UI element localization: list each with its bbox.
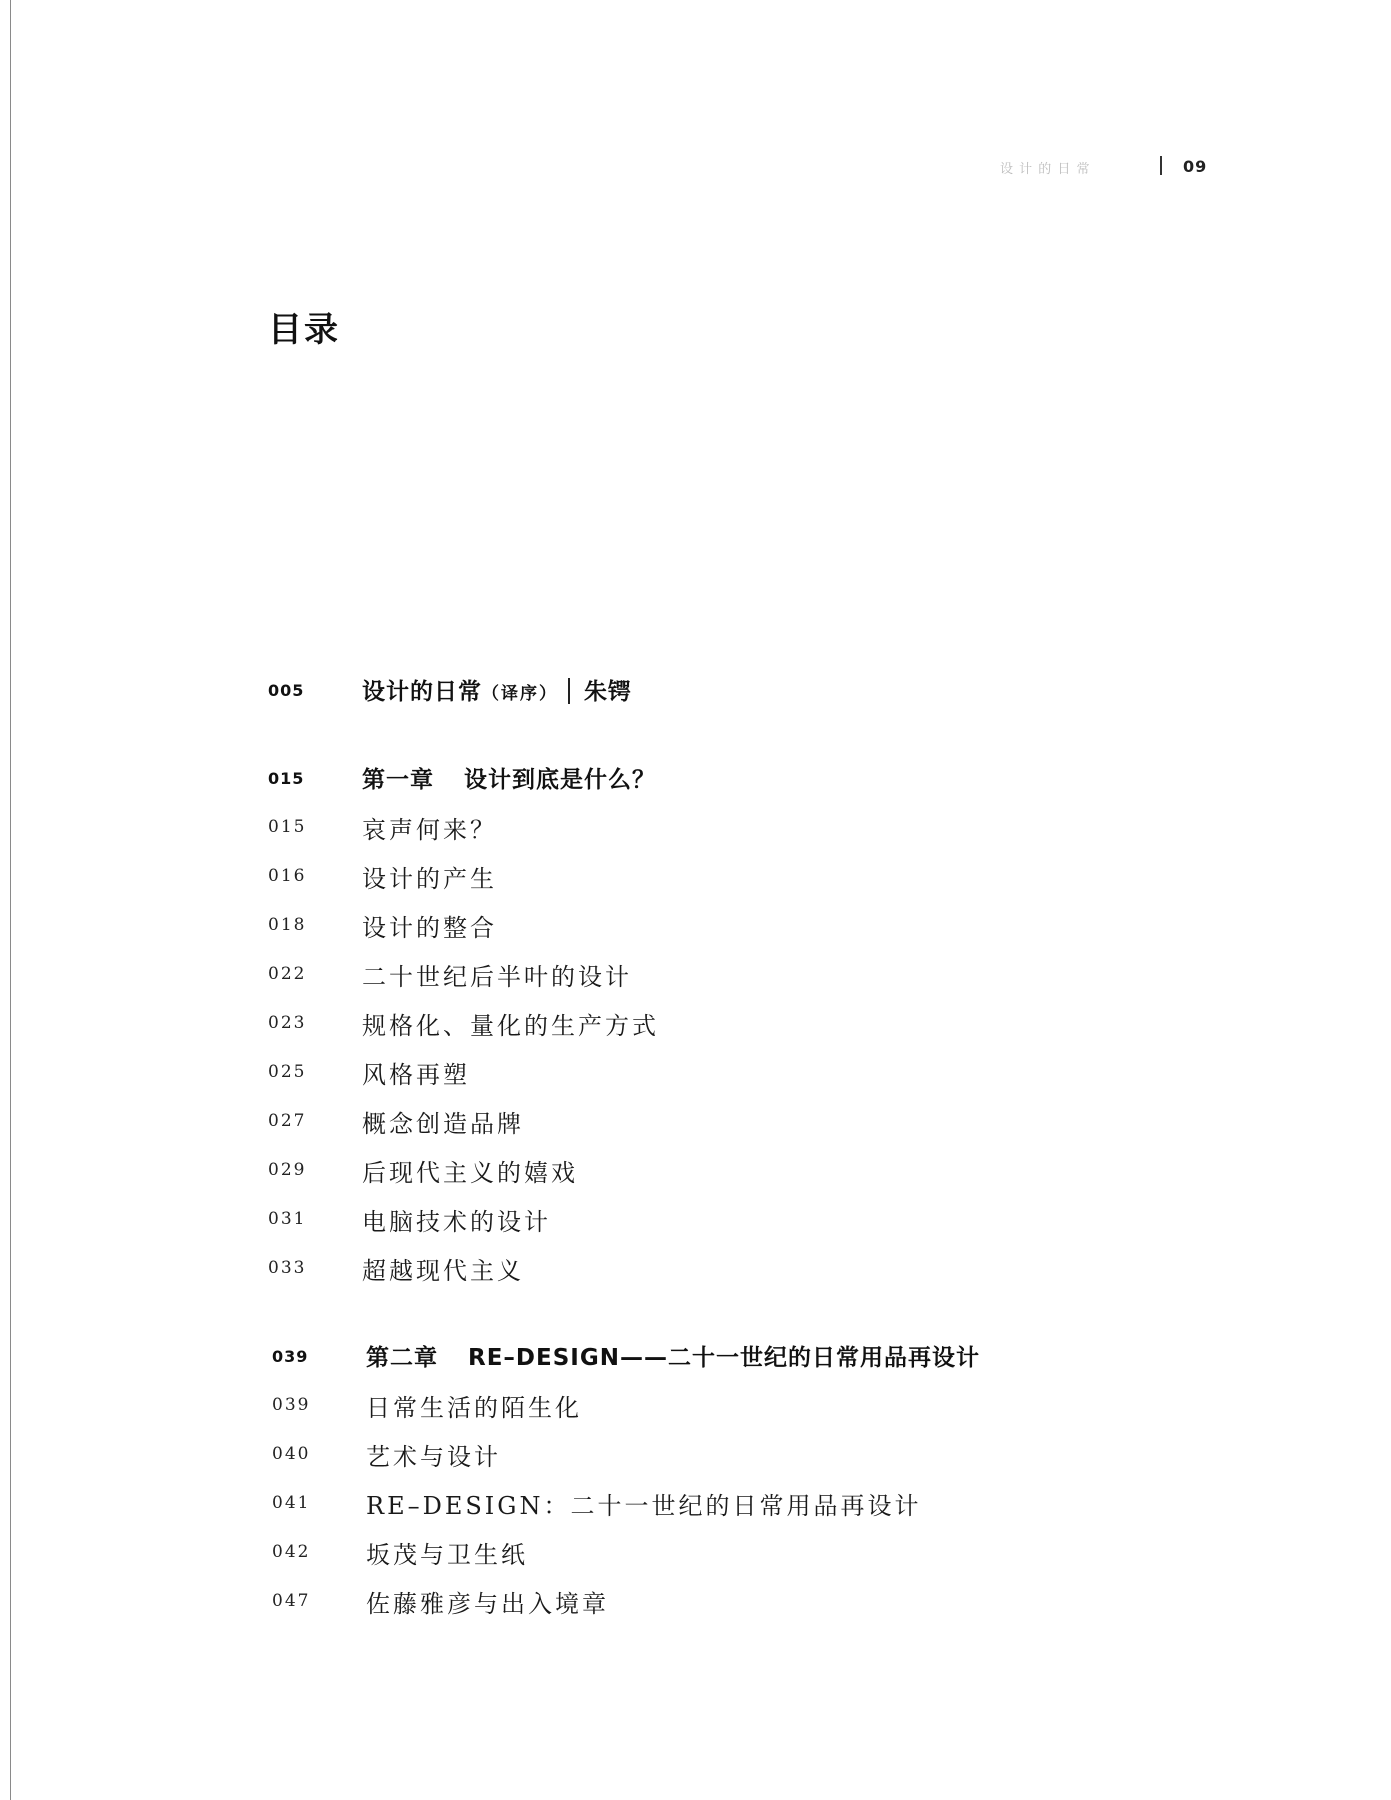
toc-page-number: 023 xyxy=(268,1013,307,1033)
chapter-title: RE–DESIGN——二十一世纪的日常用品再设计 xyxy=(468,1345,980,1371)
toc-page-number: 016 xyxy=(268,866,307,886)
toc-entry-title: 设计的整合 xyxy=(362,914,497,942)
toc-entry[interactable] xyxy=(268,1097,1268,1146)
toc-page-number: 029 xyxy=(268,1160,307,1180)
toc-entry-title xyxy=(362,673,632,706)
toc-entry-title: 坂茂与卫生纸 xyxy=(366,1541,528,1569)
toc-entry[interactable] xyxy=(268,1244,1268,1293)
toc-page-number: 022 xyxy=(268,964,307,984)
toc-entry-title: 设计的产生 xyxy=(362,865,497,893)
toc-entry-title: 二十世纪后半叶的设计 xyxy=(362,963,632,991)
toc-page-number: 040 xyxy=(272,1444,311,1464)
toc-page-number: 041 xyxy=(272,1493,311,1513)
toc-entry-title xyxy=(362,761,656,794)
toc-page-number: 039 xyxy=(272,1347,309,1366)
running-head-title: 设 计 的 日 常 xyxy=(1000,162,1091,177)
toc-entry-chapter-1[interactable] xyxy=(268,754,1268,803)
toc-entry[interactable] xyxy=(268,803,1268,852)
page-binding-edge xyxy=(10,0,11,1800)
chapter-label: 第一章 xyxy=(362,767,434,793)
toc-entry[interactable] xyxy=(268,901,1268,950)
toc-page-number: 042 xyxy=(272,1542,311,1562)
toc-entry-title: 概念创造品牌 xyxy=(362,1110,524,1138)
toc-page-number: 015 xyxy=(268,769,305,788)
toc-entry[interactable] xyxy=(268,1381,1268,1430)
toc-page-number: 025 xyxy=(268,1062,307,1082)
toc-page-number: 039 xyxy=(272,1395,311,1415)
chapter-title: 设计到底是什么？ xyxy=(464,767,656,793)
author-divider xyxy=(568,678,570,704)
toc-entry[interactable] xyxy=(268,999,1268,1048)
page-number: 09 xyxy=(1183,157,1208,176)
toc-entry[interactable] xyxy=(268,1577,1268,1626)
toc-entry-title: 后现代主义的嬉戏 xyxy=(362,1159,578,1187)
toc-entry-title xyxy=(366,1339,980,1372)
toc-entry-title: 日常生活的陌生化 xyxy=(366,1394,582,1422)
preface-title: 设计的日常 xyxy=(362,679,482,705)
toc-entry[interactable] xyxy=(268,1528,1268,1577)
toc-entry[interactable] xyxy=(268,1430,1268,1479)
toc-entry[interactable] xyxy=(268,1195,1268,1244)
toc-entry-title: 佐藤雅彦与出入境章 xyxy=(366,1590,609,1618)
toc-entry[interactable] xyxy=(268,950,1268,999)
toc-page-number: 047 xyxy=(272,1591,311,1611)
preface-note: （译序） xyxy=(482,684,558,704)
toc-entry-title: 哀声何来？ xyxy=(362,816,497,844)
preface-author: 朱锷 xyxy=(584,679,632,705)
toc-page-number: 005 xyxy=(268,681,305,700)
toc-entry-title: 规格化、量化的生产方式 xyxy=(362,1012,659,1040)
toc-page-number: 031 xyxy=(268,1209,307,1229)
toc-entry-chapter-2[interactable] xyxy=(268,1332,1268,1381)
toc-entry[interactable] xyxy=(268,1479,1268,1528)
toc-page-number: 018 xyxy=(268,915,307,935)
toc-entry[interactable] xyxy=(268,1146,1268,1195)
toc-entry-title: 电脑技术的设计 xyxy=(362,1208,551,1236)
toc-title: 目录 xyxy=(268,310,340,350)
chapter-label: 第二章 xyxy=(366,1345,438,1371)
toc-page-number: 033 xyxy=(268,1258,307,1278)
toc-page-number: 015 xyxy=(268,817,307,837)
toc-page-number: 027 xyxy=(268,1111,307,1131)
toc-entry-title: 风格再塑 xyxy=(362,1061,470,1089)
running-head-divider xyxy=(1160,156,1162,175)
running-head xyxy=(1000,156,1225,178)
table-of-contents xyxy=(268,666,1268,1626)
toc-entry-title: RE–DESIGN：二十一世纪的日常用品再设计 xyxy=(366,1492,922,1520)
toc-entry-title: 超越现代主义 xyxy=(362,1257,524,1285)
toc-entry[interactable] xyxy=(268,1048,1268,1097)
toc-entry[interactable] xyxy=(268,852,1268,901)
toc-entry-title: 艺术与设计 xyxy=(366,1443,501,1471)
toc-entry-preface[interactable] xyxy=(268,666,1268,715)
